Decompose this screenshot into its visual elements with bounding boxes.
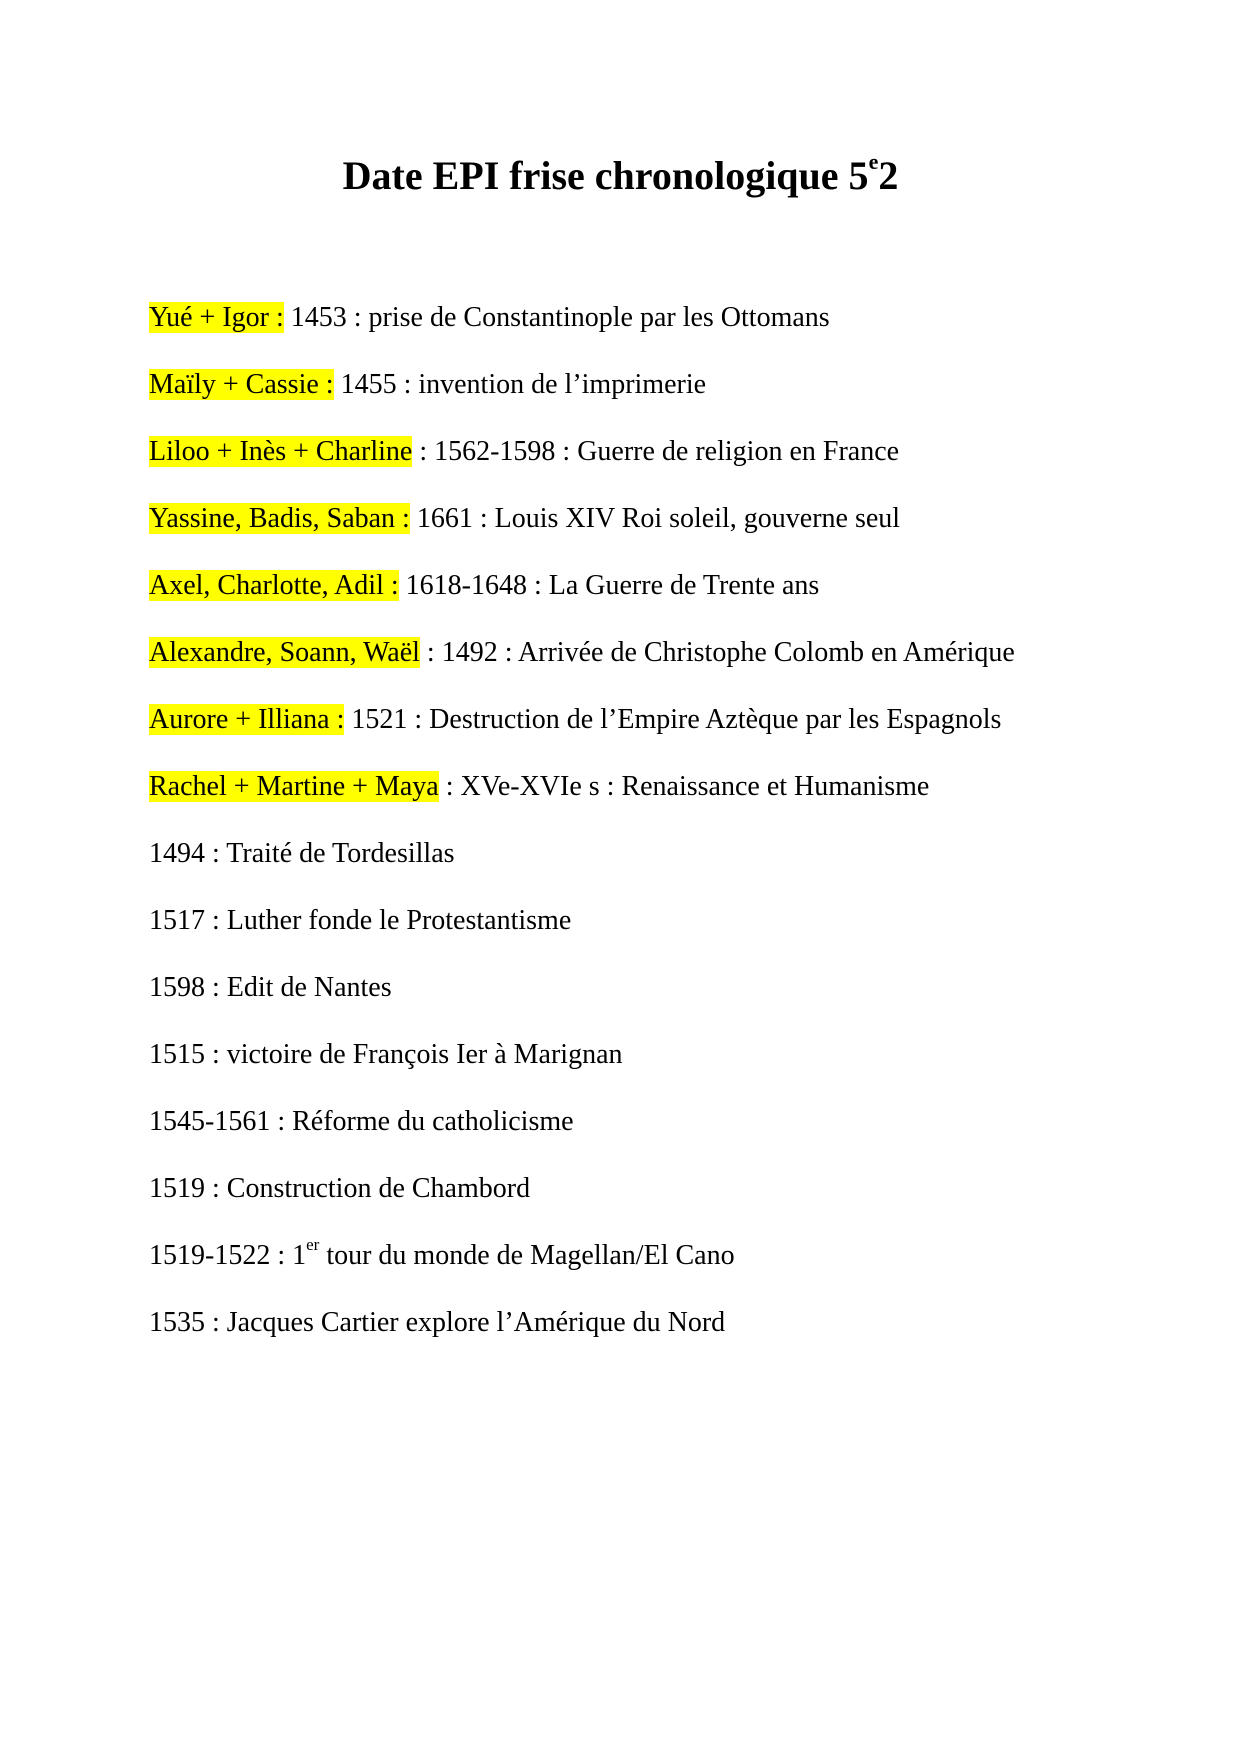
unassigned-date-1: 1494 : Traité de Tordesillas xyxy=(149,838,455,869)
entry-names: Maïly + Cassie : xyxy=(149,369,334,400)
title-superscript: e xyxy=(868,148,879,174)
entry-names: Alexandre, Soann, Waël xyxy=(149,637,420,668)
magellan-after: tour du monde de Magellan/El Cano xyxy=(319,1240,735,1271)
entry-text: : 1562-1598 : Guerre de religion en France xyxy=(412,436,900,467)
entry-text: 1455 : invention de l’imprimerie xyxy=(333,369,707,400)
entry-4 xyxy=(149,499,900,539)
entry-1 xyxy=(149,298,830,338)
entry-3 xyxy=(149,432,899,472)
entry-5 xyxy=(149,566,819,606)
title-end: 2 xyxy=(878,153,899,198)
entry-names: Axel, Charlotte, Adil : xyxy=(149,570,399,601)
entry-8 xyxy=(149,767,929,807)
entry-text: : 1492 : Arrivée de Christophe Colomb en Amérique xyxy=(419,637,1015,668)
magellan-ordinal: er xyxy=(306,1234,320,1254)
entry-names: Liloo + Inès + Charline xyxy=(149,436,413,467)
entry-names: Aurore + Illiana : xyxy=(149,704,345,735)
entry-6 xyxy=(149,633,1015,673)
unassigned-date-magellan xyxy=(149,1236,735,1276)
entry-names: Yassine, Badis, Saban : xyxy=(149,503,410,534)
magellan-before: 1519-1522 : 1 xyxy=(149,1240,307,1271)
entry-text: 1453 : prise de Constantinople par les Ottomans xyxy=(283,302,830,333)
entry-text: 1661 : Louis XIV Roi soleil, gouverne seul xyxy=(409,503,901,534)
entry-text: 1618-1648 : La Guerre de Trente ans xyxy=(398,570,820,601)
entry-text: : XVe-XVIe s : Renaissance et Humanisme xyxy=(438,771,930,802)
unassigned-date-6: 1519 : Construction de Chambord xyxy=(149,1173,531,1204)
entry-text: 1521 : Destruction de l’Empire Aztèque par les Espagnols xyxy=(344,704,1002,735)
unassigned-date-cartier: 1535 : Jacques Cartier explore l’Amérique du Nord xyxy=(149,1307,726,1338)
page-title xyxy=(0,148,1241,204)
unassigned-date-5: 1545-1561 : Réforme du catholicisme xyxy=(149,1106,574,1137)
title-main: Date EPI frise chronologique 5 xyxy=(342,153,869,198)
entry-2 xyxy=(149,365,706,405)
unassigned-date-2: 1517 : Luther fonde le Protestantisme xyxy=(149,905,572,936)
entry-names: Rachel + Martine + Maya xyxy=(149,771,439,802)
unassigned-date-4: 1515 : victoire de François Ier à Marignan xyxy=(149,1039,623,1070)
entry-7 xyxy=(149,700,1001,740)
entry-names: Yué + Igor : xyxy=(149,302,284,333)
unassigned-date-3: 1598 : Edit de Nantes xyxy=(149,972,392,1003)
